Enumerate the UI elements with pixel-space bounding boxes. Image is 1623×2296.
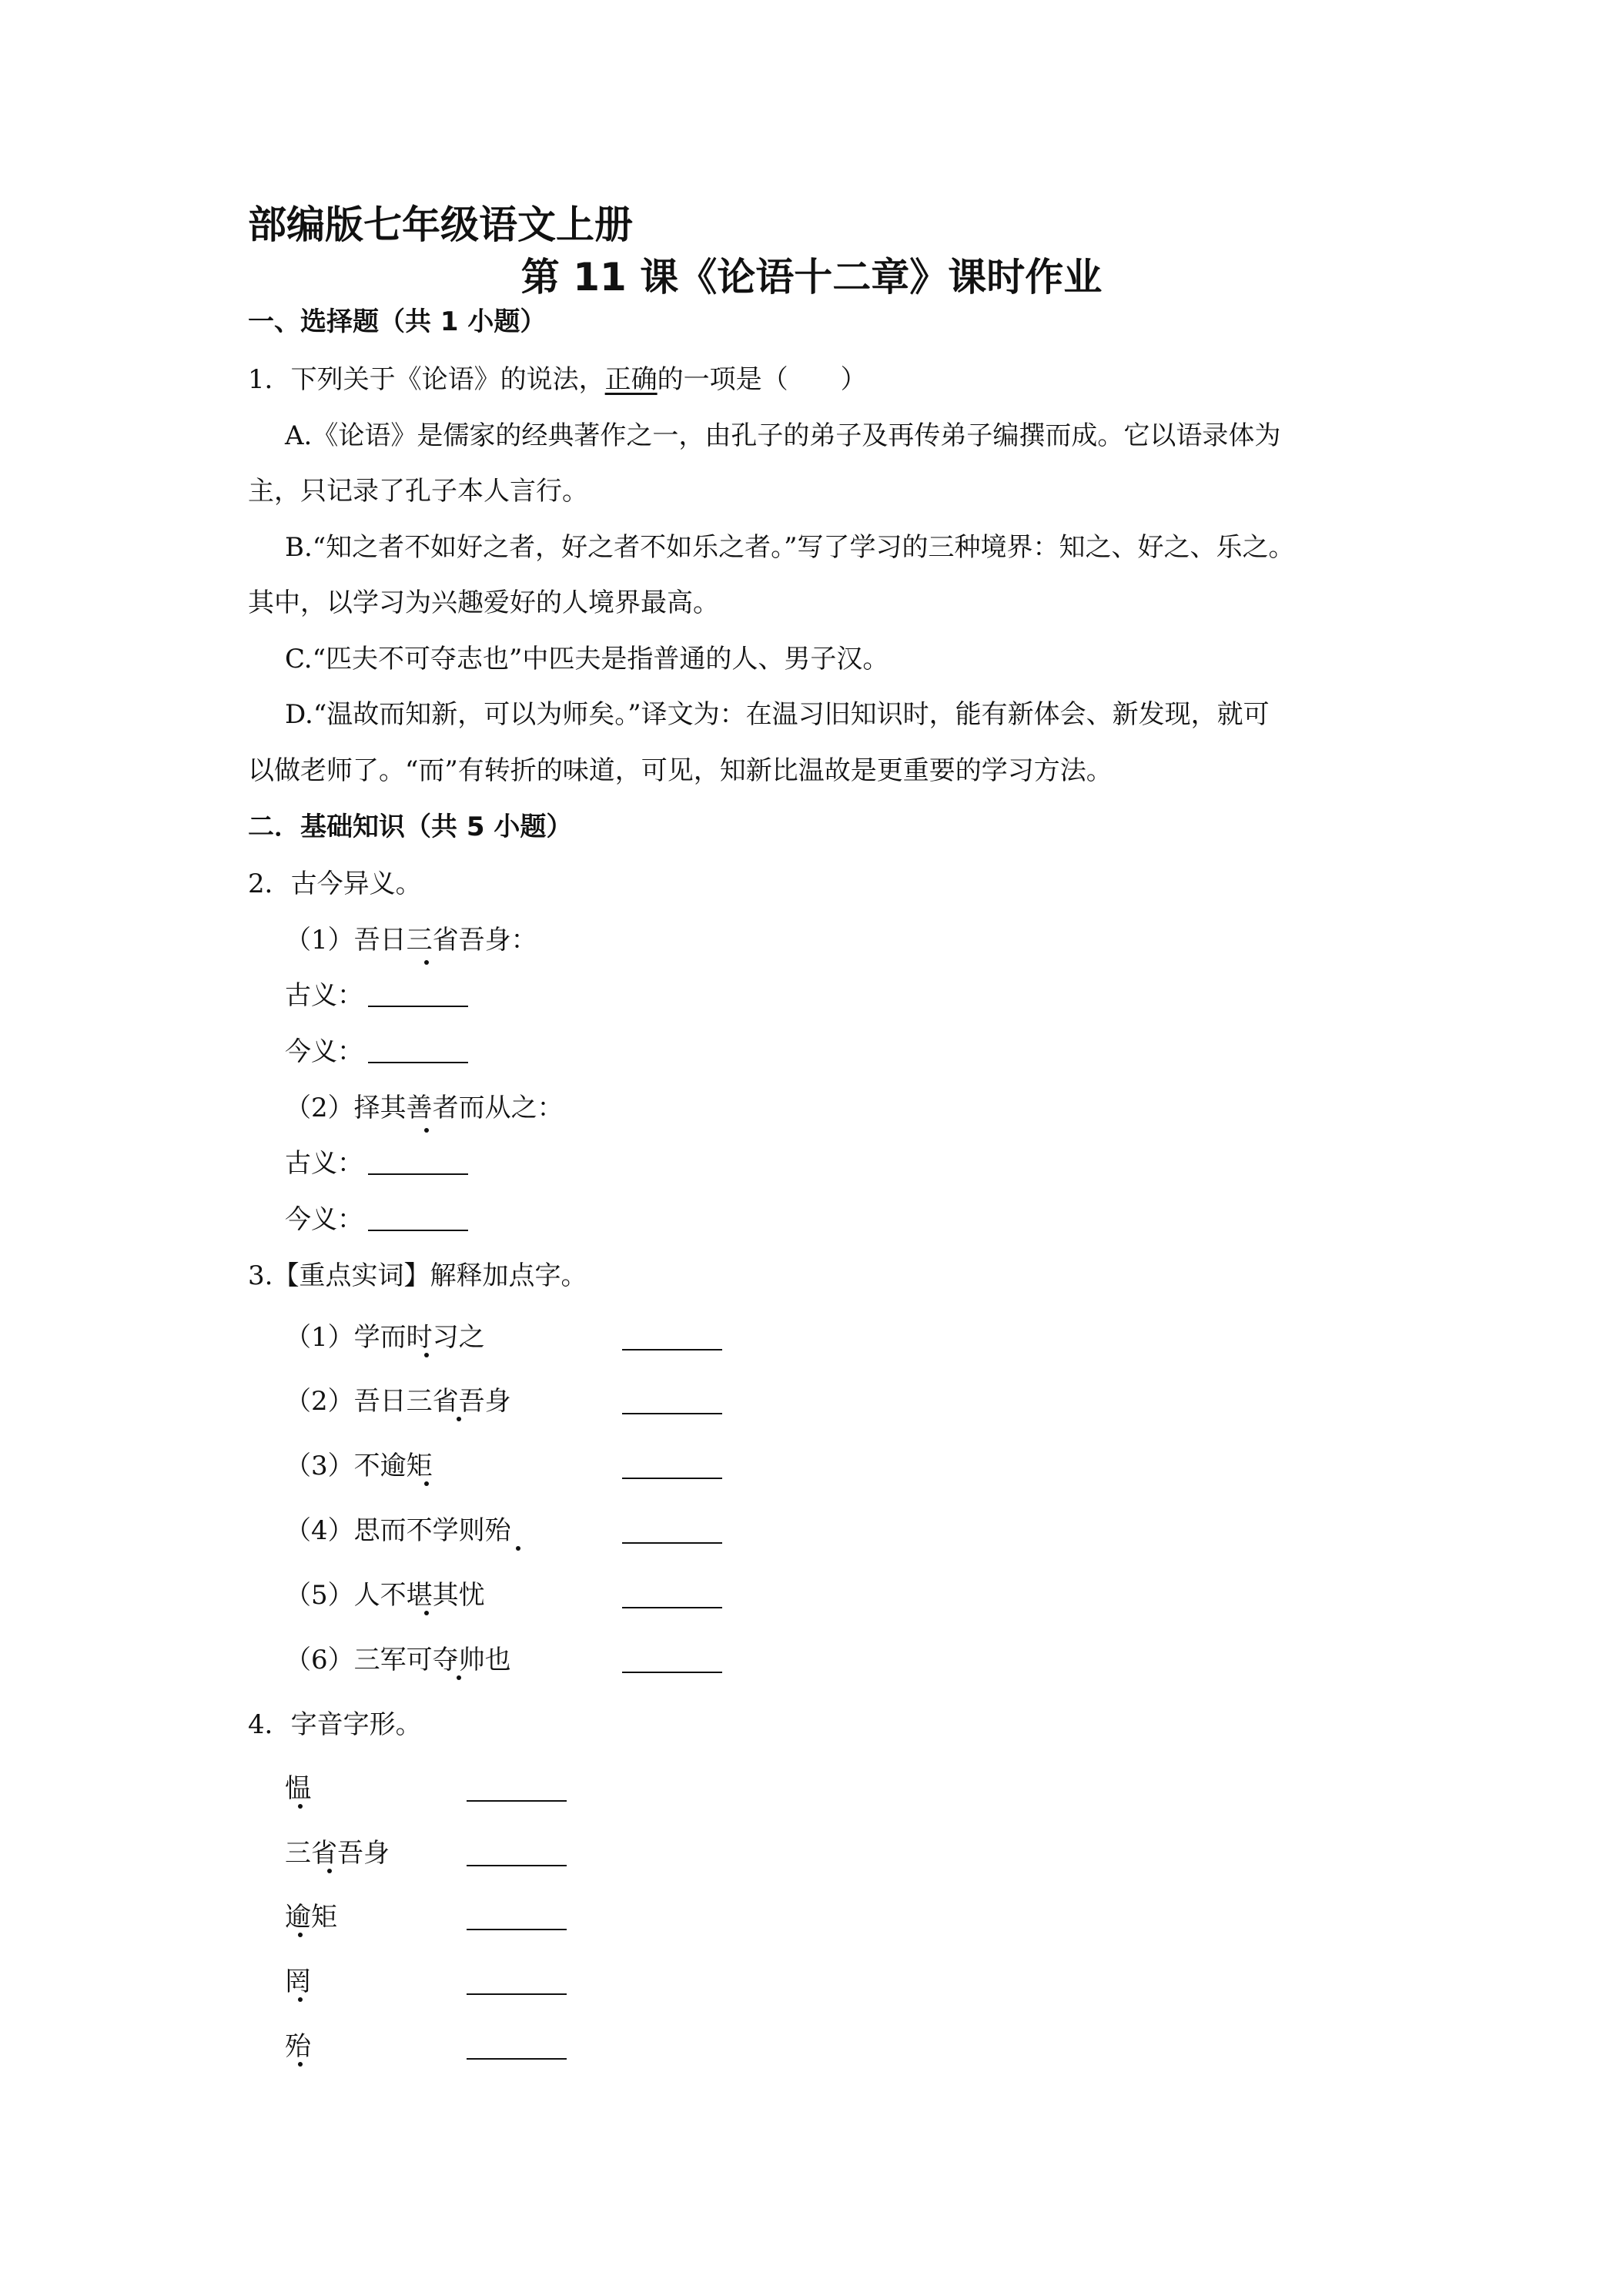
gu-label: 古义：	[285, 1148, 363, 1179]
question-4-item-3: 逾矩	[285, 1902, 337, 1933]
emphasis-dot	[298, 2062, 303, 2067]
answer-blank[interactable]	[622, 1478, 722, 1479]
question-3-item-1: （1）学而时习之	[285, 1322, 485, 1353]
question-1-stem	[248, 363, 867, 397]
jin-label: 今义：	[285, 1204, 363, 1235]
question-2-item-1-jin	[285, 1035, 468, 1069]
question-1-option-c-line1: C.“匹夫不可夺志也”中匹夫是指普通的人、男子汉。	[285, 644, 889, 674]
emphasis-dot	[457, 1417, 461, 1421]
question-4-stem: 4．字音字形。	[248, 1709, 422, 1740]
answer-blank[interactable]	[622, 1349, 722, 1350]
question-3-item-5: （5）人不堪其忧	[285, 1580, 485, 1611]
answer-blank[interactable]	[622, 1672, 722, 1673]
question-1-option-d-line2: 以做老师了。“而”有转折的味道，可见，知新比温故是更重要的学习方法。	[248, 755, 1113, 786]
section-heading-choice: 一、选择题（共 1 小题）	[248, 306, 547, 337]
answer-blank[interactable]	[622, 1542, 722, 1544]
question-2-item-2-jin	[285, 1203, 468, 1237]
question-3-item-3: （3）不逾矩	[285, 1451, 433, 1481]
answer-blank[interactable]	[368, 1006, 468, 1007]
answer-blank[interactable]	[467, 2058, 567, 2060]
emphasis-dot	[298, 1933, 303, 1937]
answer-blank[interactable]	[368, 1062, 468, 1063]
question-1-stem-underlined: 正确	[604, 364, 658, 395]
question-1-option-b-line1: B.“知之者不如好之者，好之者不如乐之者。”写了学习的三种境界：知之、好之、乐之。	[285, 532, 1295, 563]
question-3-stem: 3.【重点实词】解释加点字。	[248, 1260, 587, 1291]
emphasis-dot	[327, 1869, 332, 1873]
emphasis-dot	[298, 1997, 303, 2002]
question-3-item-6: （6）三军可夺帅也	[285, 1645, 511, 1675]
question-1-stem-before: 1．下列关于《论语》的说法，	[248, 364, 605, 395]
answer-blank[interactable]	[467, 1929, 567, 1930]
answer-blank[interactable]	[622, 1413, 722, 1414]
emphasis-dot	[298, 1804, 303, 1809]
question-1-option-a-line2: 主，只记录了孔子本人言行。	[248, 476, 588, 507]
emphasis-dot	[424, 960, 429, 965]
answer-blank[interactable]	[467, 1865, 567, 1866]
emphasis-dot	[457, 1675, 461, 1680]
question-2-item-2-gu	[285, 1146, 468, 1180]
emphasis-dot	[516, 1546, 520, 1551]
question-1-stem-after: 的一项是（ ）	[657, 364, 867, 395]
emphasis-dot	[424, 1481, 429, 1486]
question-2-item-1: （1）吾日三省吾身：	[285, 925, 537, 956]
section-heading-basics: 二．基础知识（共 5 小题）	[248, 812, 573, 842]
answer-blank[interactable]	[467, 1800, 567, 1802]
question-1-option-b-line2: 其中，以学习为兴趣爱好的人境界最高。	[248, 587, 719, 618]
gu-label: 古义：	[285, 980, 363, 1011]
document-title-line2: 第 11 课《论语十二章》课时作业	[520, 255, 1103, 300]
question-4-item-2: 三省吾身	[285, 1838, 390, 1869]
question-3-item-2: （2）吾日三省吾身	[285, 1386, 511, 1417]
question-1-option-d-line1: D.“温故而知新，可以为师矣。”译文为：在温习旧知识时，能有新体会、新发现，就可	[285, 699, 1270, 730]
answer-blank[interactable]	[622, 1607, 722, 1608]
question-4-item-4: 罔	[285, 1966, 311, 1997]
emphasis-dot	[424, 1611, 429, 1615]
question-3-item-4: （4）思而不学则殆	[285, 1515, 511, 1546]
question-1-option-a-line1: A.《论语》是儒家的经典著作之一，由孔子的弟子及再传弟子编撰而成。它以语录体为	[285, 420, 1281, 451]
question-4-item-1: 愠	[285, 1773, 311, 1804]
jin-label: 今义：	[285, 1036, 363, 1067]
emphasis-dot	[424, 1353, 429, 1357]
answer-blank[interactable]	[368, 1230, 468, 1231]
question-2-stem: 2．古今异义。	[248, 869, 422, 899]
question-2-item-1-gu	[285, 979, 468, 1012]
question-2-item-2: （2）择其善者而从之：	[285, 1093, 564, 1123]
emphasis-dot	[424, 1128, 429, 1133]
answer-blank[interactable]	[368, 1173, 468, 1175]
document-title-line1: 部编版七年级语文上册	[248, 202, 633, 247]
answer-blank[interactable]	[467, 1993, 567, 1995]
question-4-item-5: 殆	[285, 2031, 311, 2062]
